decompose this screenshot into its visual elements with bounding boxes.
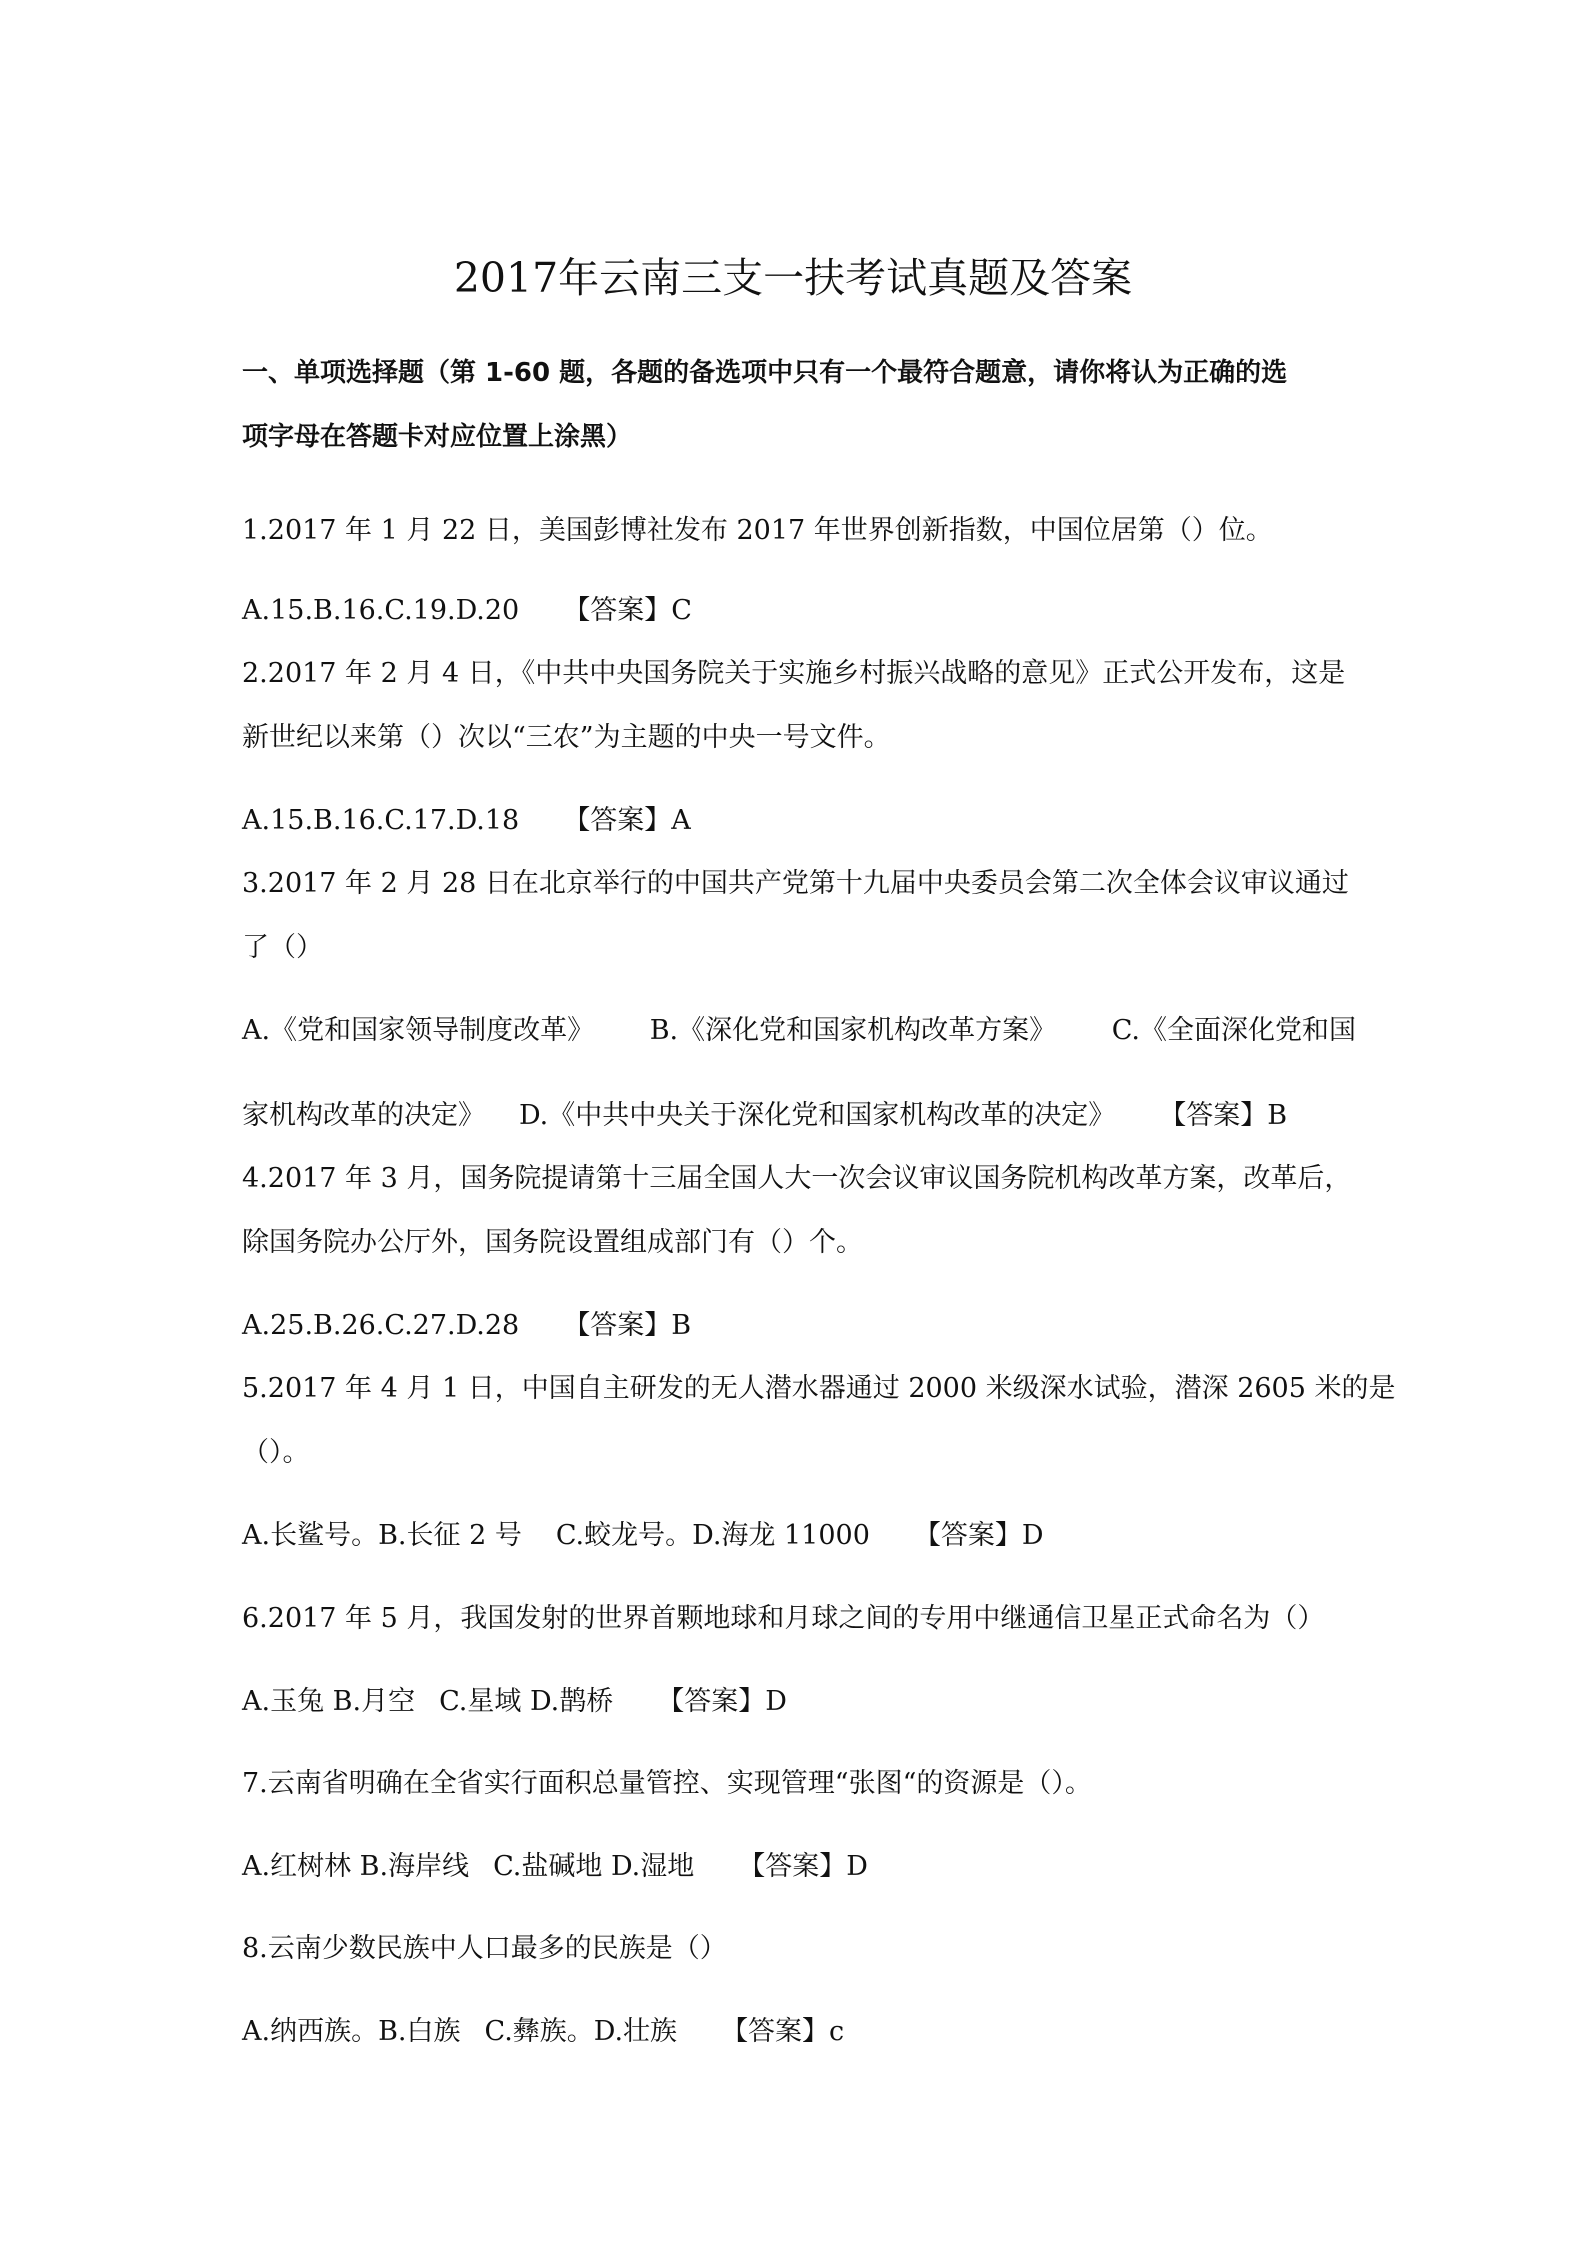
answer-text: 【答案】c: [721, 2016, 845, 2047]
options-part-1: A.玉兔 B.月空: [242, 1686, 416, 1717]
options-part-2: C.蛟龙号。D.海龙 11000: [555, 1520, 870, 1551]
question-1-options: [242, 597, 1356, 624]
question-7: [242, 1770, 1356, 1797]
question-3-options-line-2: [242, 1102, 1356, 1129]
options-text: A.25.B.26.C.27.D.28: [242, 1310, 520, 1341]
question-text: 8.云南少数民族中人口最多的民族是（）: [242, 1933, 727, 1964]
question-4-options: [242, 1312, 1356, 1339]
options-part-2: C.星域 D.鹊桥: [439, 1686, 614, 1717]
answer-text: 【答案】B: [563, 1310, 692, 1341]
question-3: [242, 870, 1356, 961]
answer-text: 【答案】C: [563, 595, 692, 626]
options-part-2: C.彝族。D.壮族: [484, 2016, 678, 2047]
question-1: [242, 517, 1356, 544]
options-text: A.15.B.16.C.17.D.18: [242, 805, 520, 836]
answer-text: 【答案】D: [657, 1686, 787, 1717]
question-3-options-line-1: [242, 1017, 1356, 1044]
options-part-1: A.红树林 B.海岸线: [242, 1851, 470, 1882]
answer-text: 【答案】A: [563, 805, 691, 836]
question-text-line-1: 3.2017 年 2 月 28 日在北京举行的中国共产党第十九届中央委员会第二次全体会议审议通过: [242, 868, 1349, 899]
question-text-line-2: 了（）: [242, 932, 323, 963]
question-6: [242, 1605, 1356, 1632]
question-text: 7.云南省明确在全省实行面积总量管控、实现管理“张图“的资源是（）。: [242, 1768, 1092, 1799]
question-8-options: [242, 2018, 1356, 2045]
question-text-line-1: 4.2017 年 3 月，国务院提请第十三届全国人大一次会议审议国务院机构改革方案，改革后，: [242, 1163, 1352, 1194]
option-a: A.《党和国家领导制度改革》: [242, 1015, 595, 1046]
options-text: A.15.B.16.C.19.D.20: [242, 595, 520, 626]
section-heading-line-1: 一、单项选择题（第 1-60 题，各题的备选项中只有一个最符合题意，请你将认为正确的选: [242, 358, 1288, 388]
options-part-1: A.长鲨号。B.长征 2 号: [242, 1520, 522, 1551]
section-heading: [242, 360, 1356, 451]
question-8: [242, 1935, 1356, 1962]
options-part-2: C.盐碱地 D.湿地: [493, 1851, 695, 1882]
question-5-options: [242, 1522, 1356, 1549]
option-b: B.《深化党和国家机构改革方案》: [649, 1015, 1057, 1046]
section-heading-line-2: 项字母在答题卡对应位置上涂黑）: [242, 422, 633, 452]
question-text-line-1: 5.2017 年 4 月 1 日，中国自主研发的无人潜水器通过 2000 米级深水试验，潜深 2605 米的是: [242, 1373, 1396, 1404]
options-part-1: A.纳西族。B.白族: [242, 2016, 461, 2047]
question-text-line-1: 2.2017 年 2 月 4 日，《中共中央国务院关于实施乡村振兴战略的意见》正式公开发布，这是: [242, 658, 1346, 689]
answer-text: 【答案】B: [1159, 1100, 1288, 1131]
question-text: 6.2017 年 5 月，我国发射的世界首颗地球和月球之间的专用中继通信卫星正式命名为（）: [242, 1603, 1325, 1634]
question-text: 1.2017 年 1 月 22 日，美国彭博社发布 2017 年世界创新指数，中国位居第（）位。: [242, 515, 1273, 546]
question-text-line-2: （）。: [242, 1437, 310, 1468]
question-text-line-2: 新世纪以来第（）次以“三农”为主题的中央一号文件。: [242, 722, 891, 753]
question-6-options: [242, 1688, 1356, 1715]
question-text-line-2: 除国务院办公厅外，国务院设置组成部门有（）个。: [242, 1227, 863, 1258]
question-7-options: [242, 1853, 1356, 1880]
option-c-part-2: 家机构改革的决定》: [242, 1100, 485, 1131]
document-title: 2017年云南三支一扶考试真题及答案: [453, 254, 1133, 302]
answer-text: 【答案】D: [913, 1520, 1044, 1551]
answer-text: 【答案】D: [738, 1851, 868, 1882]
question-2: [242, 660, 1356, 751]
question-4: [242, 1165, 1356, 1256]
question-2-options: [242, 807, 1356, 834]
option-c-part-1: C.《全面深化党和国: [1111, 1015, 1356, 1046]
question-5: [242, 1373, 1396, 1468]
option-d: D.《中共中央关于深化党和国家机构改革的决定》: [519, 1100, 1116, 1131]
